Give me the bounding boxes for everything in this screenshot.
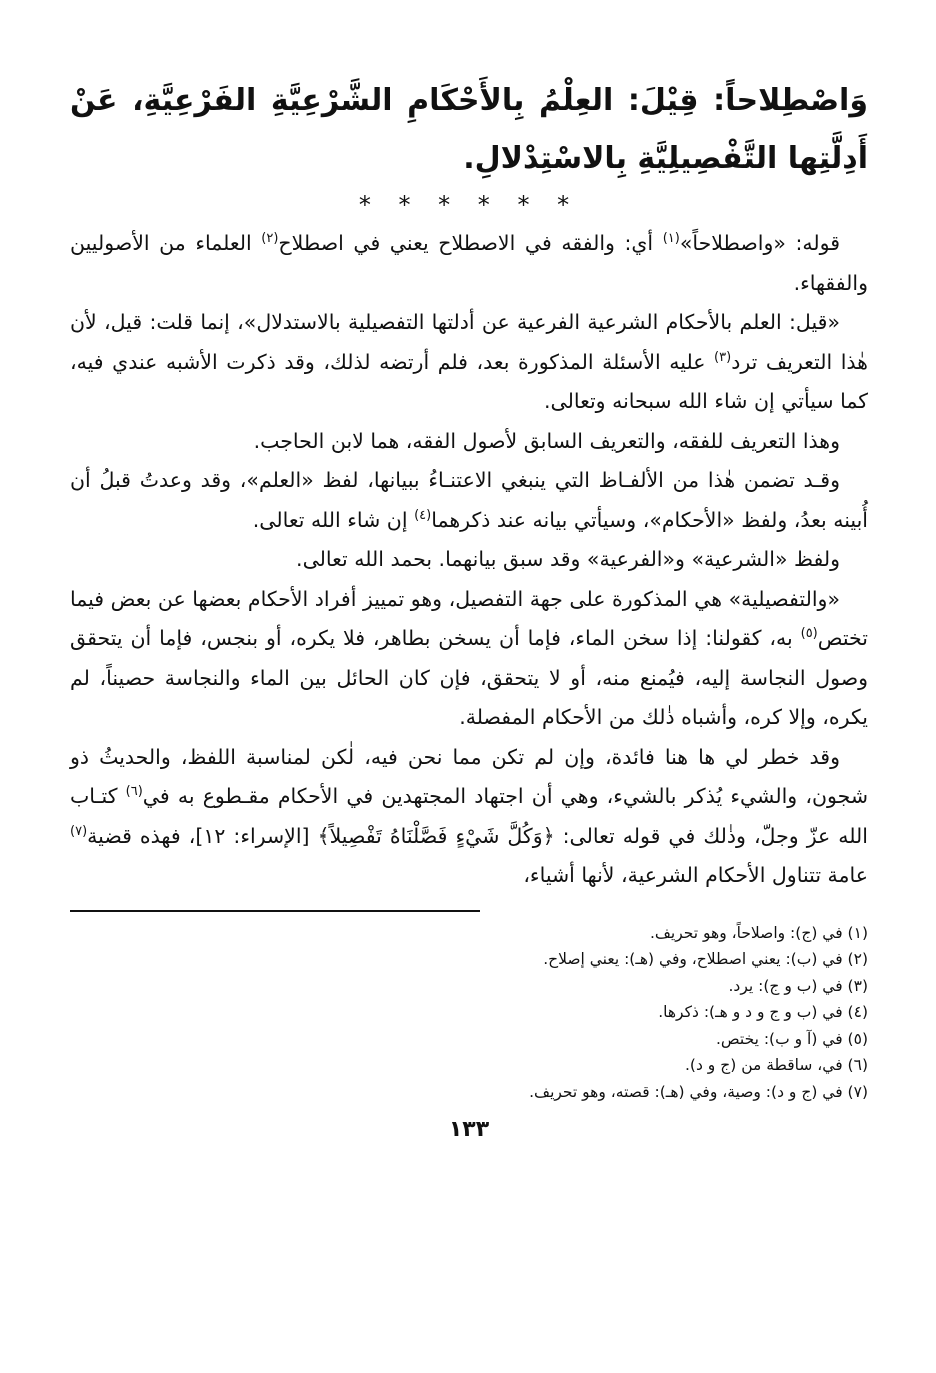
footnotes	[70, 920, 868, 1106]
footnote: (٧) في (ج و د): وصية، وفي (هـ): قصته، وهو تحريف.	[529, 1082, 868, 1101]
paragraph: «قيل: العلم بالأحكام الشرعية الفرعية عن أدلتها التفصيلية بالاستدلال»، إنما قلت: قيل، لأن هٰذا التعريف ترد$^{(٣)}$ عليه الأسئلة المذكورة بعد، فلم أرتضه لذلك، وقد ذكرت الأشبه عندي فيه، كما سيأتي إن شاء الله سبحانه وتعالى.	[70, 310, 868, 413]
footnote: (٥) في (آ و ب): يختص.	[715, 1029, 868, 1048]
footnote-marker: (٢)	[261, 231, 279, 247]
footnote: (٤) في (ب و ج و د و هـ): ذكرها.	[658, 1003, 868, 1021]
paragraph: ولفظ «الشرعية» و«الفرعية» وقد سبق بيانهما. بحمد الله تعالى.	[296, 547, 840, 571]
footnote-divider	[70, 910, 480, 912]
footnote-marker: (٥)	[800, 626, 818, 642]
footnote: (٦) في، ساقطة من (ج و د).	[685, 1056, 868, 1074]
commentary-body	[70, 224, 868, 896]
book-page	[70, 72, 868, 1145]
paragraph: «والتفصيلية» هي المذكورة على جهة التفصيل، وهو تمييز أفراد الأحكام بعضها عن بعض فيما تختص$^{(٥)}$ به، كقولنا: إذا سخن الماء، فإما أن يسخن بطاهر، فلا يكره، أو بنجس، فإما أن يتحقق وصول النجاسة إليه، فيُمنع منه، أو لا يتحقق، فإن كان الحائل بين الماء والنجاسة حصيناً، لم يكره، وإلا كره، وأشباه ذٰلك من الأحكام المفصلة.	[70, 586, 868, 729]
footnote: (٢) في (ب): يعني اصطلاح، وفي (هـ): يعني إصلاح.	[543, 950, 868, 968]
matn-text: وَاصْطِلاحاً: قِيْلَ: العِلْمُ بِالأَحْكَامِ الشَّرْعِيَّةِ الفَرْعِيَّةِ، عَنْ أَدِلَّتِها التَّفْصِيلِيَّةِ بِالاسْتِدْلالِ.	[70, 83, 868, 176]
footnote-marker: (١)	[662, 231, 680, 247]
paragraph: وقـد تضمن هٰذا من الألفـاظ التي ينبغي الاعتنـاءُ ببيانها، لفظ «العلم»، وقد وعدتُ قبلُ أن أُبينه بعدُ، ولفظ «الأحكام»، وسيأتي بيانه عند ذكرهما$^{(٤)}$ إن شاء الله تعالى.	[70, 468, 868, 532]
paragraph: وهذا التعريف للفقه، والتعريف السابق لأصول الفقه، هما لابن الحاجب.	[253, 428, 840, 453]
footnote-marker: (٣)	[714, 349, 732, 365]
footnote-marker: (٤)	[414, 507, 432, 523]
footnote-marker: (٦)	[125, 784, 143, 800]
footnote: (١) في (ج): واصلاحاً، وهو تحريف.	[649, 923, 868, 942]
footnote: (٣) في (ب و ج): يرد.	[728, 976, 868, 995]
paragraph: وقد خطر لي ها هنا فائدة، وإن لم تكن مما نحن فيه، لٰكن لمناسبة اللفظ، والحديثُ ذو شجون، والشيء يُذكر بالشيء، وهي أن اجتهاد المجتهدين في الأحكام مقـطوع به في$^{(٦)}$ كتـاب الله عزّ وجلّ، وذٰلك في قوله تعالى: ﴿وَكُلَّ شَيْءٍ فَصَّلْنَاهُ تَفْصِيلاً﴾ [الإسراء: ١٢]، فهذه قضية$^{(٧)}$ عامة تتناول الأحكام الشرعية، لأنها أشياء،	[70, 744, 868, 887]
footnote-marker: (٧)	[70, 823, 88, 839]
section-separator: * * * * * *	[358, 191, 580, 219]
page-number: ١٣٣	[448, 1117, 490, 1142]
paragraph: قوله: «واصطلاحاً»$^{(١)}$ أي: والفقه في الاصطلاح يعني في اصطلاح$^{(٢)}$ العلماء من الأصوليين والفقهاء.	[70, 231, 868, 295]
